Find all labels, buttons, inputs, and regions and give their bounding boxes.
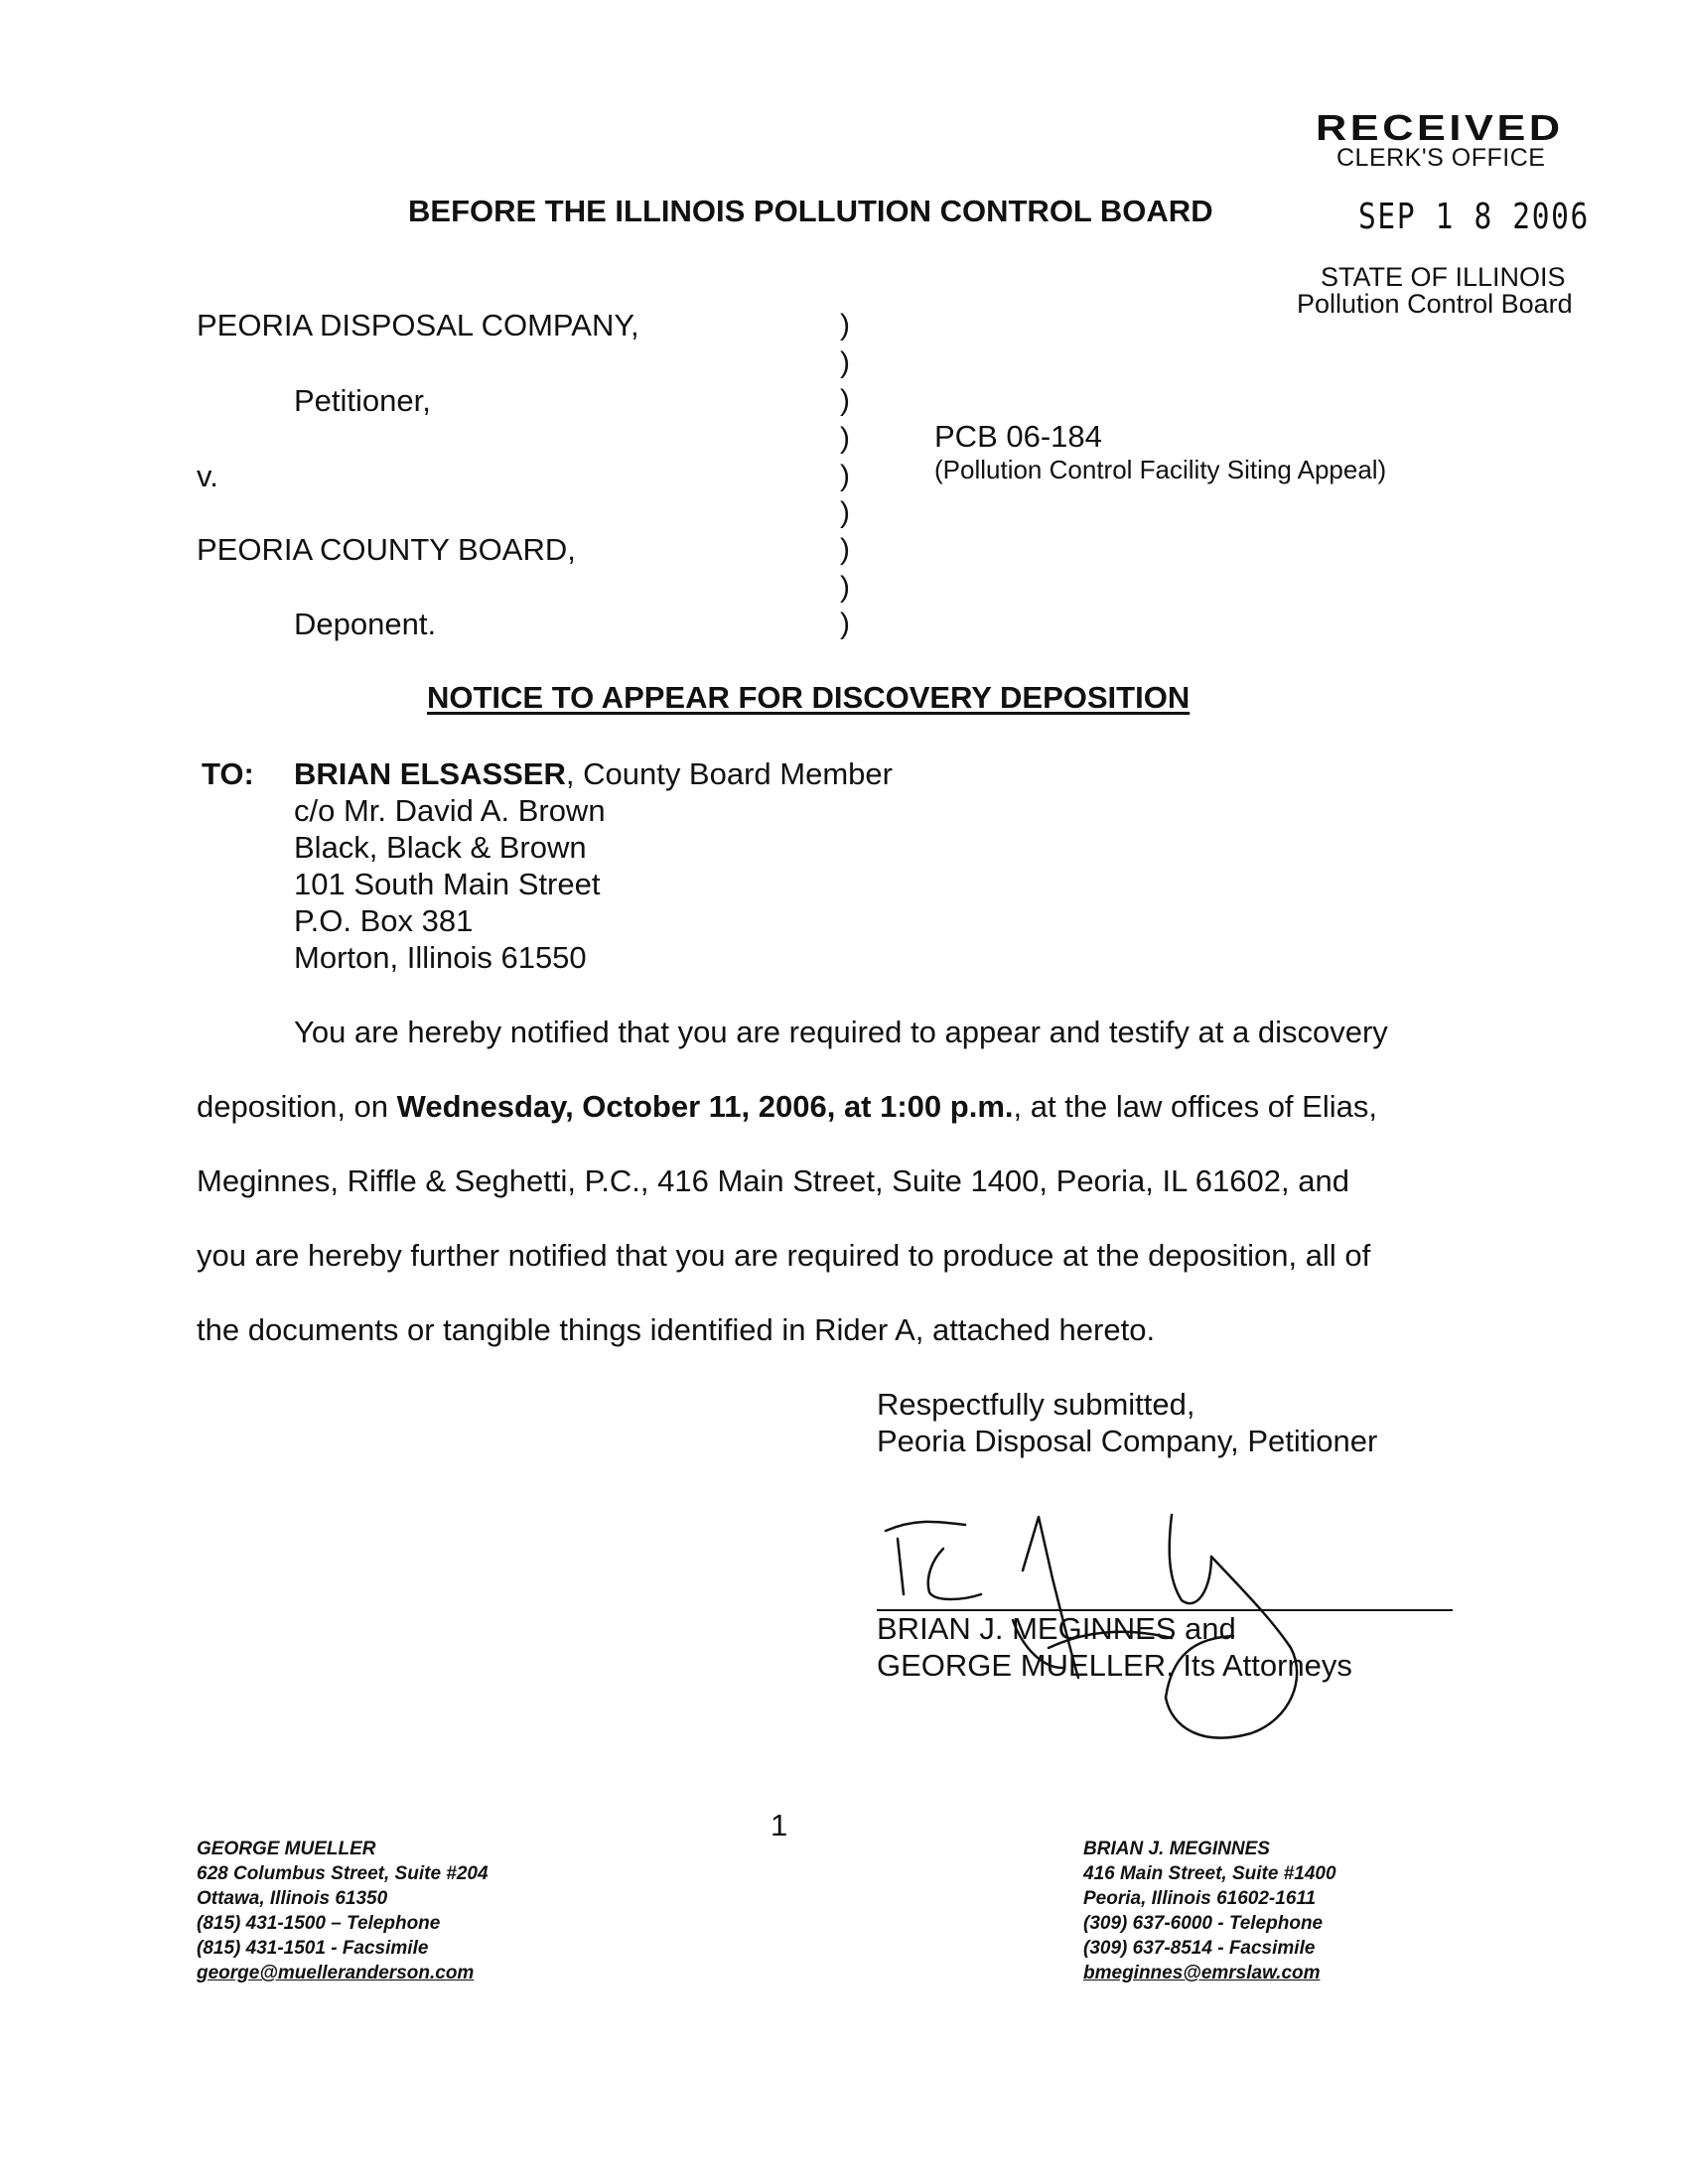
received-stamp-title: RECEIVED	[1316, 107, 1564, 148]
body-line: Meginnes, Riffle & Seghetti, P.C., 416 Main Street, Suite 1400, Peoria, IL 61602, and	[197, 1163, 1349, 1198]
court-title: BEFORE THE ILLINOIS POLLUTION CONTROL BOARD	[408, 194, 1213, 228]
addressee-name: BRIAN ELSASSER	[294, 756, 566, 791]
petitioner-name: PEORIA DISPOSAL COMPANY,	[197, 308, 639, 342]
footer-email-link[interactable]: bmeginnes@emrslaw.com	[1083, 1963, 1321, 1983]
addressee-address-line: P.O. Box 381	[294, 903, 474, 938]
respondent-role: Deponent.	[294, 607, 437, 641]
footer-fax: (309) 637-8514 - Facsimile	[1083, 1938, 1316, 1959]
footer-phone: (815) 431-1500 – Telephone	[197, 1913, 441, 1934]
footer-meginnes-contact	[1083, 1837, 1336, 1985]
addressee-line	[294, 756, 893, 792]
addressee-address-line: Morton, Illinois 61550	[294, 940, 587, 975]
footer-address: Ottawa, Illinois 61350	[197, 1888, 388, 1909]
notice-heading: NOTICE TO APPEAR FOR DISCOVERY DEPOSITION	[427, 680, 1191, 715]
caption-paren: )	[840, 460, 850, 492]
footer-fax: (815) 431-1501 - Facsimile	[197, 1938, 429, 1959]
stamp-clerks-office: CLERK'S OFFICE	[1336, 144, 1546, 172]
stamp-date: SEP 1 8 2006	[1358, 197, 1590, 237]
footer-phone: (309) 637-6000 - Telephone	[1083, 1913, 1324, 1934]
respondent-name: PEORIA COUNTY BOARD,	[197, 532, 576, 567]
addressee-address-line: Black, Black & Brown	[294, 830, 587, 865]
signing-party: Peoria Disposal Company, Petitioner	[877, 1424, 1378, 1458]
footer-name: BRIAN J. MEGINNES	[1083, 1839, 1270, 1859]
body-text: deposition, on	[197, 1089, 397, 1124]
attorneys-line: GEORGE MUELLER, Its Attorneys	[877, 1648, 1352, 1683]
caption-paren: )	[840, 533, 850, 566]
case-number: PCB 06-184	[934, 419, 1102, 454]
attorneys-line: BRIAN J. MEGINNES and	[877, 1611, 1236, 1646]
body-line: you are hereby further notified that you are required to produce at the deposition, all of	[197, 1238, 1371, 1273]
closing: Respectfully submitted,	[877, 1387, 1195, 1422]
page-number: 1	[771, 1808, 788, 1843]
caption-paren: )	[840, 384, 850, 417]
footer-name: GEORGE MUELLER	[197, 1839, 376, 1859]
to-label: TO:	[202, 756, 254, 791]
addressee-address-line: 101 South Main Street	[294, 867, 601, 901]
case-type: (Pollution Control Facility Siting Appeal)	[934, 455, 1387, 484]
addressee-title: , County Board Member	[565, 756, 893, 791]
body-text: , at the law offices of Elias,	[1013, 1089, 1377, 1124]
petitioner-role: Petitioner,	[294, 383, 431, 418]
footer-address: Peoria, Illinois 61602-1611	[1083, 1888, 1317, 1909]
caption-paren: )	[840, 571, 850, 604]
caption-paren: )	[840, 309, 850, 341]
stamp-board: Pollution Control Board	[1297, 289, 1573, 319]
footer-mueller-contact	[197, 1837, 489, 1985]
deposition-datetime: Wednesday, October 11, 2006, at 1:00 p.m.	[396, 1089, 1014, 1124]
footer-address: 416 Main Street, Suite #1400	[1083, 1863, 1336, 1884]
body-line	[197, 1089, 1377, 1125]
caption-paren: )	[840, 608, 850, 640]
stamp-state: STATE OF ILLINOIS	[1321, 262, 1566, 292]
caption-paren: )	[840, 496, 850, 529]
footer-email-link[interactable]: george@muelleranderson.com	[197, 1963, 475, 1983]
caption-paren: )	[840, 422, 850, 455]
body-line: the documents or tangible things identified in Rider A, attached hereto.	[197, 1312, 1156, 1347]
footer-address: 628 Columbus Street, Suite #204	[197, 1863, 489, 1884]
body-line: You are hereby notified that you are required to appear and testify at a discovery	[294, 1015, 1388, 1049]
versus: v.	[197, 459, 218, 493]
addressee-address-line: c/o Mr. David A. Brown	[294, 793, 606, 828]
caption-paren: )	[840, 346, 850, 379]
handwritten-signature	[874, 1509, 1331, 1747]
